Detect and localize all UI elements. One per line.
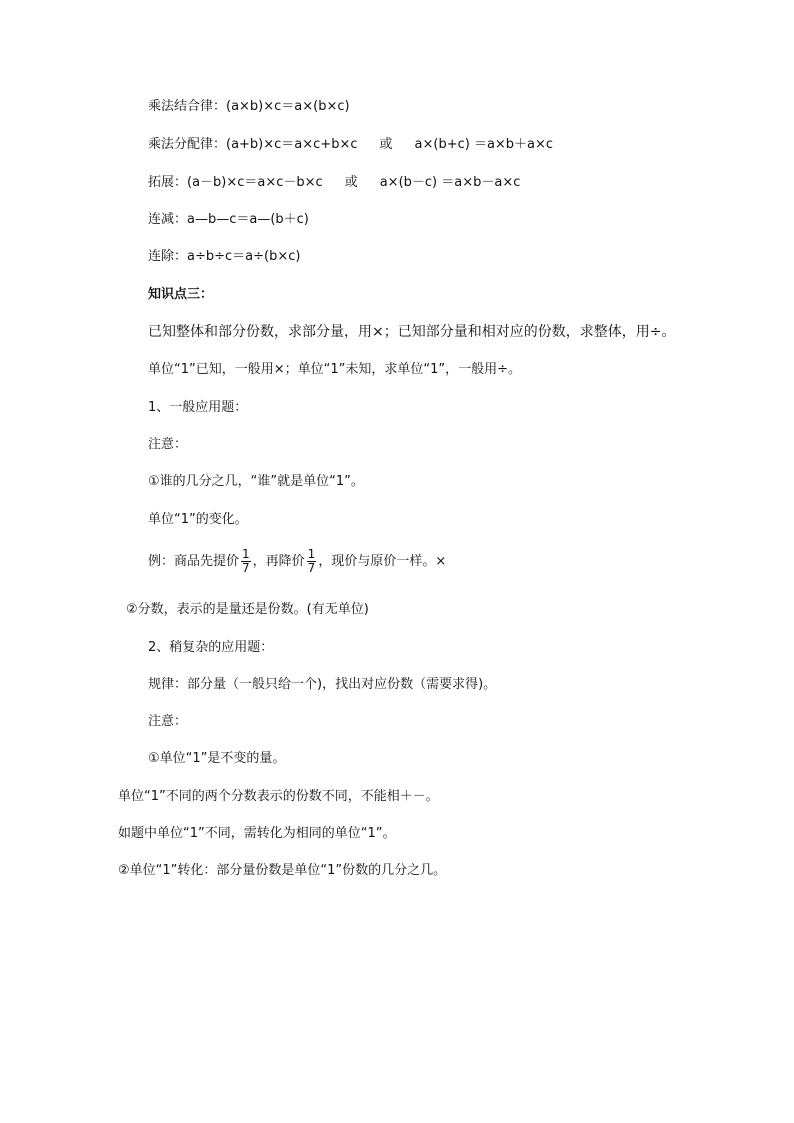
distributive-law-right: a×(b+c) ＝a×b＋a×c [414,137,554,152]
convert-unit-line: 如题中单位“1”不同，需转化为相同的单位“1”。 [118,826,396,841]
example-text-end: ，现价与原价一样。× [318,554,447,569]
consecutive-division-line: 连除：a÷b÷c＝a÷(b×c) [148,249,301,264]
unit-one-rule-line: 单位“1”已知，一般用×；单位“1”未知，求单位“1”，一般用÷。 [148,362,522,377]
distributive-law-left: 乘法分配律：(a+b)×c＝a×c+b×c [148,137,358,152]
note-whose-fraction-line: ①谁的几分之几，“谁”就是单位“1”。 [148,474,364,489]
general-problems-heading: 1、一般应用题： [148,400,248,415]
fraction-one-seventh-2 [307,548,317,575]
fraction-meaning-line: ②分数，表示的是量还是份数。(有无单位) [126,602,369,617]
note-label-1: 注意： [148,437,188,452]
different-unit-line: 单位“1”不同的两个分数表示的份数不同，不能相＋－。 [118,789,439,804]
extension-right: a×(b－c) ＝a×b－a×c [379,175,521,190]
extension-or: 或 [344,175,358,190]
complex-problems-heading: 2、稍复杂的应用题： [148,640,274,655]
fraction-2-numerator: 1 [307,547,316,561]
fraction-1-denominator: 7 [242,561,250,575]
associative-law-line: 乘法结合律：(a×b)×c＝a×(b×c) [148,99,350,114]
fraction-1-numerator: 1 [242,547,250,561]
extension-left: 拓展：(a－b)×c＝a×c－b×c [148,175,323,190]
example-line [148,544,446,580]
extension-line [148,174,520,192]
unit-one-change-line: 单位“1”的变化。 [148,512,248,527]
fraction-one-seventh-1 [241,548,251,575]
rule-line: 规律：部分量（一般只给一个)，找出对应份数（需要求得)。 [148,677,497,692]
rule-whole-part-line: 已知整体和部分份数，求部分量，用×；已知部分量和相对应的份数，求整体，用÷。 [148,324,676,340]
distributive-law-or: 或 [379,137,393,152]
unit-conversion-line: ②单位“1”转化：部分量份数是单位“1”份数的几分之几。 [118,863,447,878]
consecutive-subtraction-line: 连减：a—b—c＝a—(b＋c) [148,212,309,227]
example-text-start: 例：商品先提价 [148,554,240,569]
distributive-law-line [148,136,553,154]
section-heading: 知识点三： [148,287,214,302]
fraction-2-denominator: 7 [307,561,316,575]
example-text-middle: ，再降价 [252,554,305,569]
note-label-2: 注意： [148,714,188,729]
unit-one-constant-line: ①单位“1”是不变的量。 [148,751,286,766]
